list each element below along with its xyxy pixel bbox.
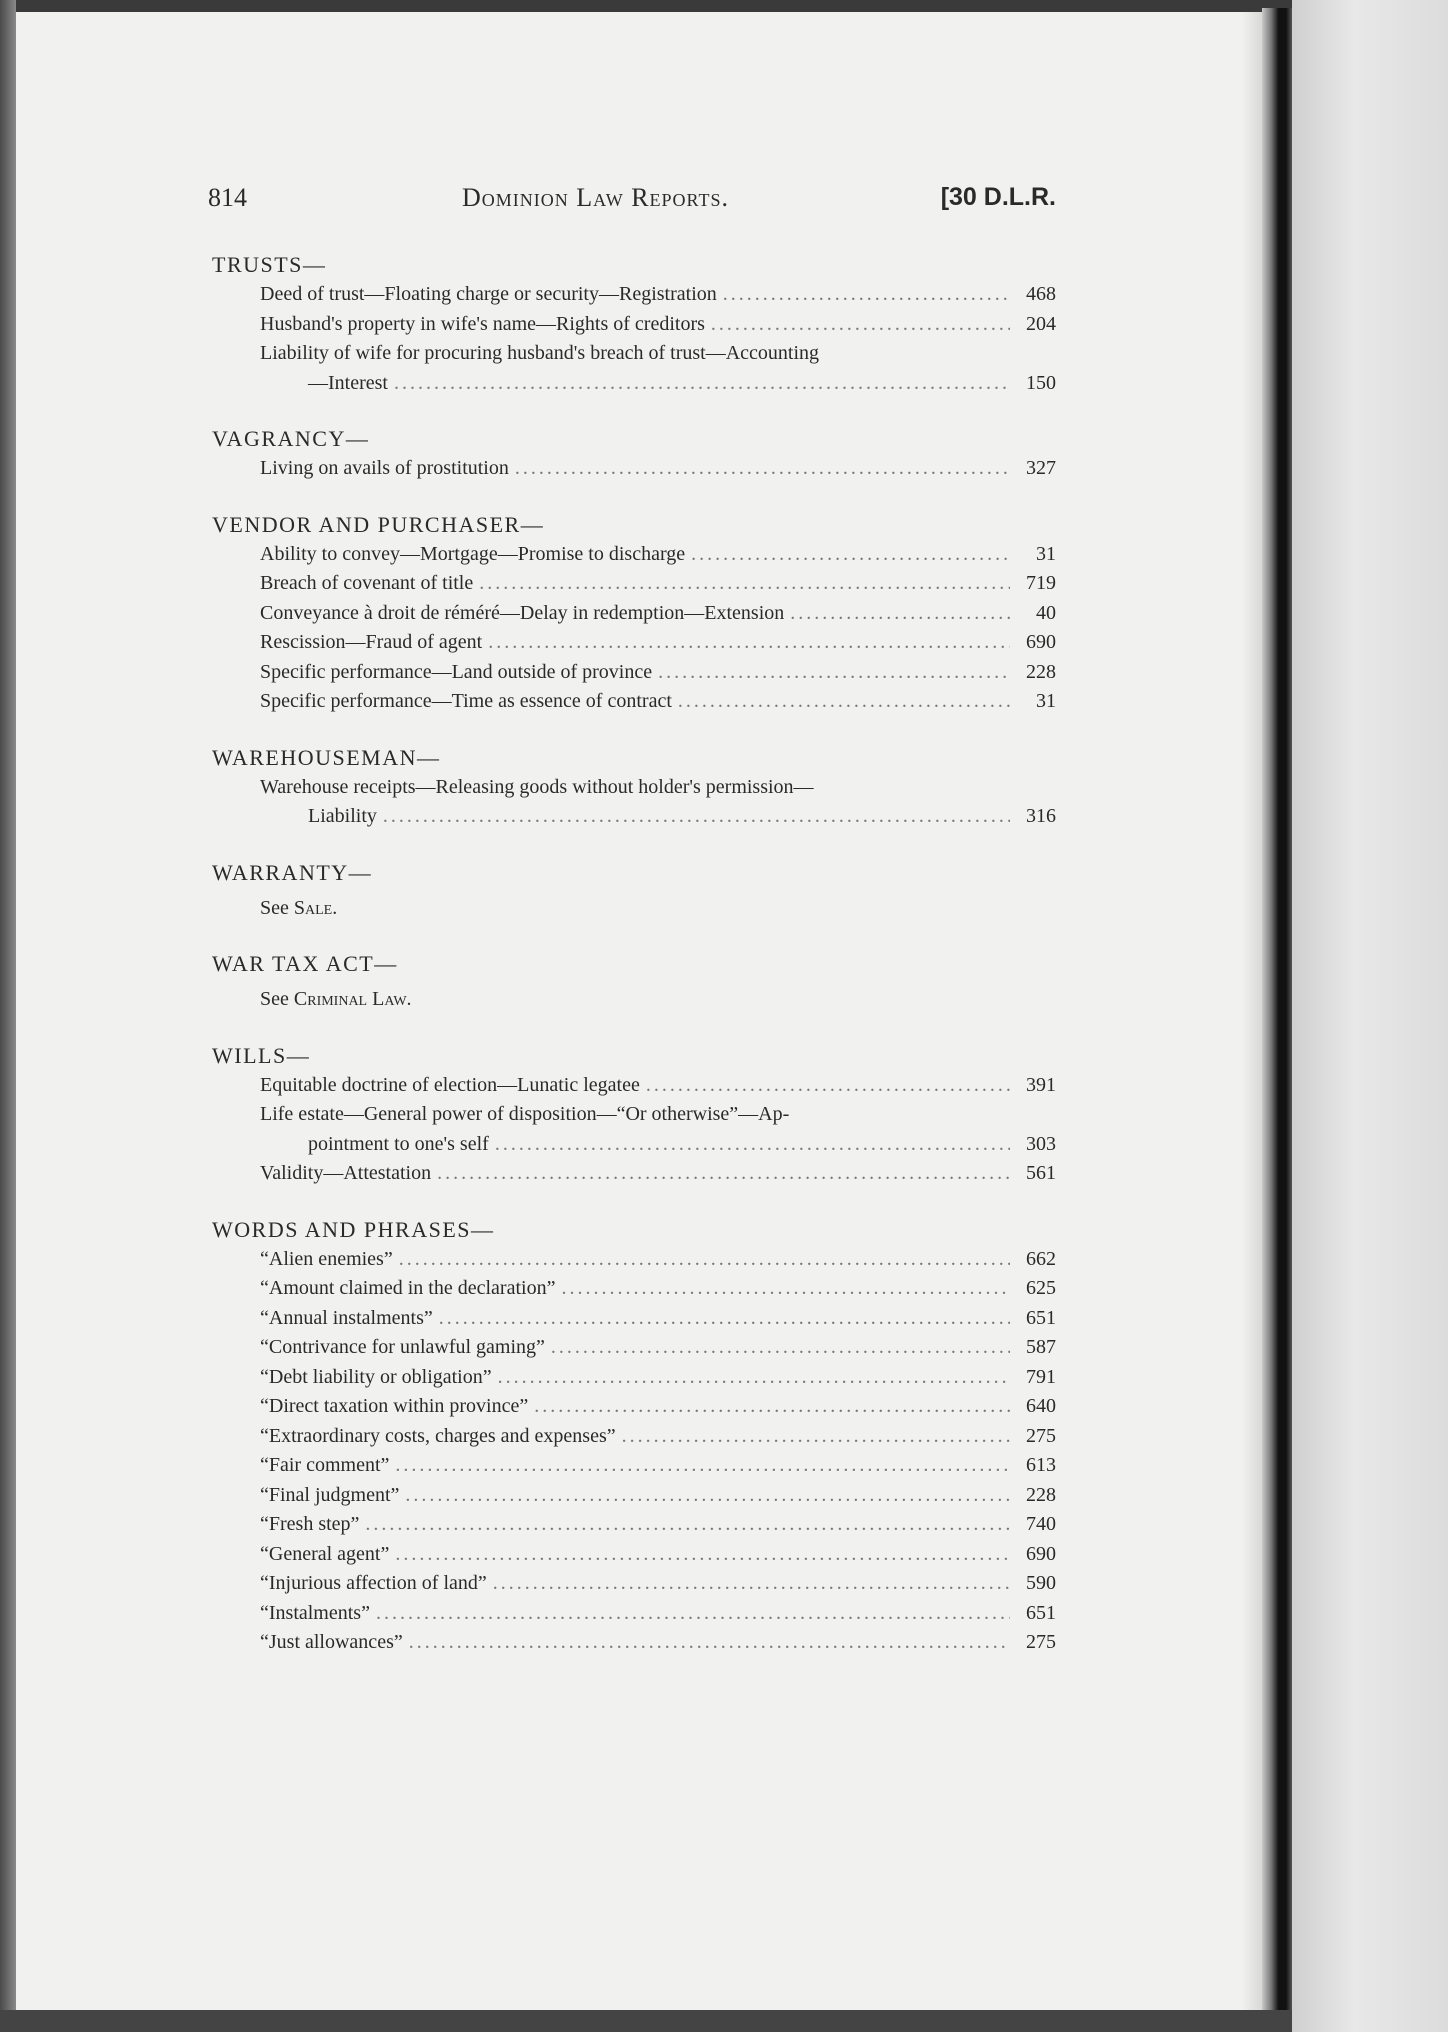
entry-text-line2: —Interest [308,371,388,394]
see-target: Sale. [293,896,338,919]
entry-page: 791 [1026,1365,1056,1388]
see-prefix: See [260,896,289,919]
leader-dots [534,1392,1010,1422]
index-entry [208,1333,1056,1363]
entry-text: “Annual instalments” [260,1306,433,1329]
entry-page: 651 [1026,1306,1056,1329]
scan-border-left [0,0,16,2032]
leader-dots [437,1159,1010,1189]
entry-text: Ability to convey—Mortgage—Promise to discharge [260,542,686,565]
entry-text: “Debt liability or obligation” [260,1365,492,1388]
entry-page: 228 [1026,1483,1056,1506]
entry-page: 303 [1026,1132,1056,1155]
leader-dots [561,1274,1010,1304]
index-section [208,424,1056,484]
leader-dots [409,1628,1010,1658]
entry-page: 316 [1026,805,1056,827]
volume-reference: [30 D.L.R. [940,183,1056,211]
entry-page: 690 [1026,1542,1056,1565]
leader-dots [399,1245,1010,1275]
index-entry [208,310,1056,340]
section-heading: VENDOR AND PURCHASER— [212,511,545,537]
entry-page: 719 [1026,572,1056,594]
entry-text: Living on avails of prostitution [260,457,509,479]
index-entry [208,658,1056,688]
entry-page: 625 [1026,1277,1056,1299]
entry-text: Specific performance—Time as essence of contract [260,690,672,712]
see-prefix: See [260,988,289,1010]
entry-text: “Direct taxation within province” [260,1395,529,1417]
entry-text: “Just allowances” [260,1631,403,1653]
entry-text-line1: Warehouse receipts—Releasing goods without holder's permission— [260,775,814,798]
leader-dots [515,454,1010,484]
index-section [208,1041,1056,1189]
index-entry [208,628,1056,658]
entry-page: 275 [1026,1424,1056,1447]
leader-dots [622,1422,1010,1452]
entry-text-line1: Life estate—General power of disposition—“Or otherwise”—Ap- [260,1103,790,1125]
index-entry [208,1304,1056,1334]
entry-page: 31 [1036,542,1056,565]
entry-page: 640 [1026,1395,1056,1417]
entry-text: “Injurious affection of land” [260,1572,487,1594]
leader-dots [395,1451,1010,1481]
index-entry [208,1599,1056,1629]
leader-dots [488,628,1010,658]
entry-text: Husband's property in wife's name—Rights of creditors [260,312,705,335]
leader-dots [691,540,1010,570]
book-spine [1262,8,1292,2032]
index-section [208,743,1056,832]
leader-dots [405,1481,1010,1511]
index-entry [208,1481,1056,1511]
entry-text-line1: Liability of wife for procuring husband's breach of trust—Accounting [260,342,820,364]
index-entry [208,1159,1056,1189]
running-title: Dominion Law Reports. [462,183,729,212]
page-gutter-shadow [1242,12,1262,2020]
entry-text: “Alien enemies” [260,1247,393,1270]
section-heading: WILLS— [212,1042,311,1068]
index-section [208,858,1056,924]
running-header [208,183,1056,223]
leader-dots [383,802,1010,832]
entry-page: 561 [1026,1162,1056,1184]
entry-page: 590 [1026,1572,1056,1594]
cross-reference [208,985,1056,1015]
index-entry [208,599,1056,629]
index-entry [208,687,1056,717]
leader-dots [493,1569,1010,1599]
entry-text: “Contrivance for unlawful gaming” [260,1336,545,1358]
leader-dots [711,310,1010,340]
entry-text-line2: pointment to one's self [308,1132,489,1155]
index-entry [208,1569,1056,1599]
index-section [208,949,1056,1015]
index-entry [208,1274,1056,1304]
section-heading: WAR TAX ACT— [212,951,398,976]
scan-border-bottom [0,2010,1292,2032]
index-entry-continued [208,802,1056,832]
entry-page: 40 [1036,601,1056,624]
index-section [208,1215,1056,1658]
entry-page: 150 [1026,371,1056,394]
entry-text: “Extraordinary costs, charges and expenses” [260,1424,616,1447]
entry-text: Rescission—Fraud of agent [260,631,483,653]
entry-page: 204 [1026,312,1056,335]
section-heading: WORDS AND PHRASES— [212,1216,495,1242]
leader-dots [551,1333,1010,1363]
leader-dots [479,569,1010,599]
leader-dots [658,658,1010,688]
section-heading: TRUSTS— [212,252,327,277]
entry-text: “Fair comment” [260,1454,390,1476]
leader-dots [723,280,1010,310]
index-entry [208,1363,1056,1393]
see-target: Criminal Law. [293,988,412,1010]
index-entry [208,1540,1056,1570]
facing-page-edge [1292,0,1448,2032]
leader-dots [394,369,1010,399]
index-entry [208,1422,1056,1452]
entry-page: 327 [1026,457,1056,479]
entry-text: Deed of trust—Floating charge or security—Registration [260,283,717,305]
index-entry-continued [208,1130,1056,1160]
index-entry [208,1628,1056,1658]
index-entry-continued [208,369,1056,399]
leader-dots [376,1599,1010,1629]
index-content [208,250,1056,1684]
index-entry [208,280,1056,310]
entry-text: Conveyance à droit de réméré—Delay in redemption—Extension [260,601,785,624]
leader-dots [498,1363,1010,1393]
entry-page: 740 [1026,1513,1056,1535]
page-number: 814 [208,183,247,212]
cross-reference [208,894,1056,924]
leader-dots [678,687,1010,717]
leader-dots [439,1304,1010,1334]
entry-text: Validity—Attestation [260,1162,432,1184]
entry-page: 228 [1026,660,1056,683]
index-entry [208,454,1056,484]
scan-border-top [0,0,1448,12]
leader-dots [395,1540,1010,1570]
index-entry [208,569,1056,599]
entry-page: 587 [1026,1336,1056,1358]
entry-text: “Amount claimed in the declaration” [260,1277,556,1299]
index-entry [208,1071,1056,1101]
entry-page: 468 [1026,283,1056,305]
index-entry [208,1451,1056,1481]
entry-text: “General agent” [260,1542,390,1565]
entry-page: 613 [1026,1454,1056,1476]
section-heading: WARRANTY— [212,859,373,885]
leader-dots [790,599,1010,629]
leader-dots [646,1071,1010,1101]
section-heading: VAGRANCY— [212,426,370,451]
index-entry [208,540,1056,570]
entry-page: 662 [1026,1247,1056,1270]
index-entry [208,1245,1056,1275]
entry-text: Breach of covenant of title [260,572,474,594]
section-heading: WAREHOUSEMAN— [212,744,441,770]
entry-page: 275 [1026,1631,1056,1653]
index-entry [208,1510,1056,1540]
entry-text: “Instalments” [260,1601,370,1624]
index-entry [208,1392,1056,1422]
entry-text: “Final judgment” [260,1483,400,1506]
leader-dots [495,1130,1010,1160]
entry-text: “Fresh step” [260,1513,360,1535]
entry-page: 651 [1026,1601,1056,1624]
entry-text-line2: Liability [308,805,377,827]
entry-text: Specific performance—Land outside of province [260,660,653,683]
leader-dots [365,1510,1010,1540]
index-section [208,510,1056,717]
entry-page: 391 [1026,1073,1056,1096]
entry-page: 690 [1026,631,1056,653]
entry-page: 31 [1036,690,1056,712]
entry-text: Equitable doctrine of election—Lunatic legatee [260,1073,640,1096]
index-section [208,250,1056,398]
